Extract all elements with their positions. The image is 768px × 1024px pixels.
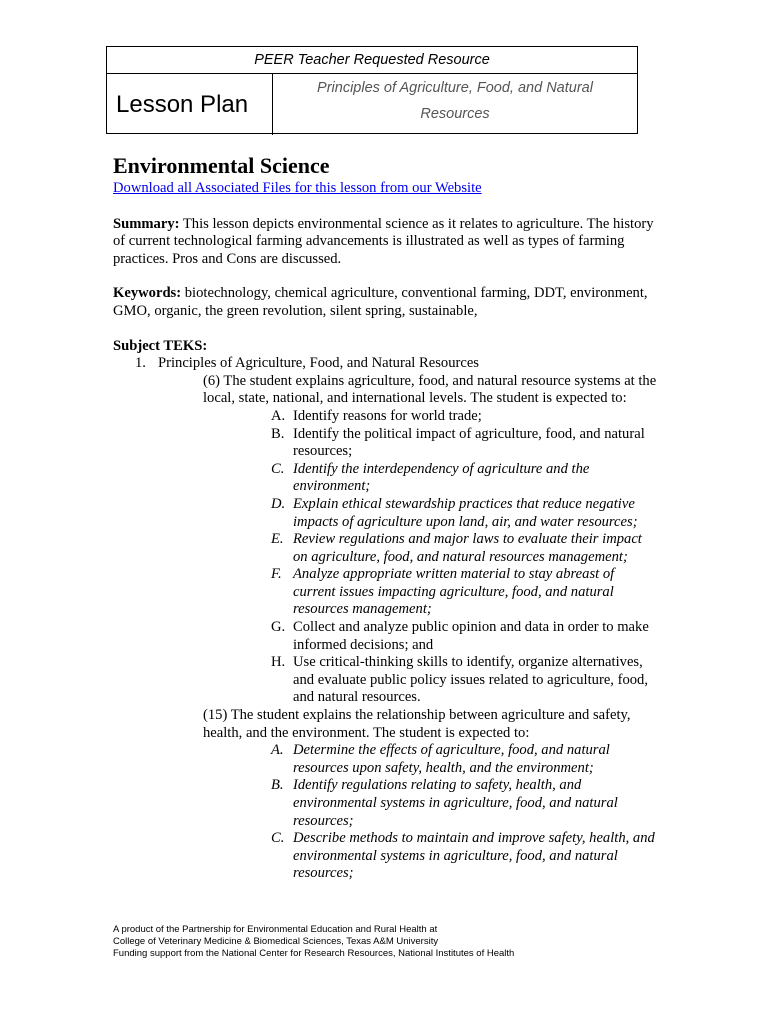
list-item <box>271 426 658 461</box>
teks-course-name: Principles of Agriculture, Food, and Natural Resources <box>158 355 479 372</box>
list-item-letter: D. <box>271 495 286 512</box>
list-item-letter: C. <box>271 460 285 477</box>
summary-text: This lesson depicts environmental science as it relates to agriculture. The history of current technological farming advancements is illustrated as well as types of farming practices. Pros and Cons are discussed. <box>113 215 654 267</box>
list-item-text: Use critical-thinking skills to identify, organize alternatives, and evaluate public policy issues related to agriculture, food, and natural resources. <box>293 654 648 706</box>
list-item-letter: F. <box>271 566 282 583</box>
list-item <box>271 566 658 619</box>
page-footer <box>113 924 514 959</box>
footer-line-1: A product of the Partnership for Environmental Education and Rural Health at <box>113 924 438 935</box>
teks-course-number: 1. <box>135 355 146 372</box>
document-body <box>113 152 658 883</box>
list-item <box>271 531 658 566</box>
list-item-text: Identify the interdependency of agriculture and the environment; <box>293 460 590 495</box>
footer-line-3: Funding support from the National Center for Research Resources, National Institutes of Health <box>113 947 515 959</box>
header-course-line-1: Principles of Agriculture, Food, and Natural <box>317 80 593 96</box>
list-item-text: Identify reasons for world trade; <box>293 407 482 424</box>
list-item-text: Describe methods to maintain and improve safety, health, and environmental systems in agriculture, food, and natural resources; <box>293 830 655 882</box>
list-item-text: Identify regulations relating to safety, health, and environmental systems in agriculture, food, and natural resources; <box>293 777 618 829</box>
summary-label: Summary: <box>113 215 180 232</box>
standard-15-list <box>113 742 658 883</box>
list-item <box>271 777 658 830</box>
keywords-paragraph <box>113 285 658 320</box>
header-row <box>107 74 637 135</box>
subject-teks-heading: Subject TEKS: <box>113 337 208 354</box>
list-item-letter: H. <box>271 654 286 671</box>
list-item-text: Identify the political impact of agriculture, food, and natural resources; <box>293 425 645 460</box>
list-item-text: Review regulations and major laws to evaluate their impact on agriculture, food, and natural resources management; <box>293 531 642 565</box>
list-item <box>271 654 658 707</box>
standard-6-list <box>113 408 658 707</box>
teks-course-item <box>113 355 658 373</box>
list-item-text: Collect and analyze public opinion and data in order to make informed decisions; and <box>293 619 649 653</box>
list-item-letter: B. <box>271 425 285 442</box>
list-item-letter: E. <box>271 531 284 548</box>
list-item <box>271 496 658 531</box>
lesson-title: Environmental Science <box>113 153 330 178</box>
list-item <box>271 619 658 654</box>
list-item-text: Determine the effects of agriculture, food, and natural resources upon safety, health, and the environment; <box>293 742 610 776</box>
list-item-letter: G. <box>271 619 286 636</box>
keywords-text: biotechnology, chemical agriculture, conventional farming, DDT, environment, GMO, organic, the green revolution, silent spring, sustainable, <box>113 285 648 319</box>
download-files-link[interactable]: Download all Associated Files for this lesson from our Website <box>113 180 482 196</box>
summary-paragraph <box>113 216 658 269</box>
list-item-text: Explain ethical stewardship practices that reduce negative impacts of agriculture upon land, air, and water resources; <box>293 495 638 530</box>
resource-header-table <box>106 46 638 134</box>
list-item <box>271 830 658 883</box>
list-item-letter: A. <box>271 407 286 424</box>
footer-line-2: College of Veterinary Medicine & Biomedical Sciences, Texas A&M University <box>113 935 439 947</box>
header-course-line-2: Resources <box>420 106 490 122</box>
keywords-label: Keywords: <box>113 285 182 302</box>
standard-6-statement: (6) The student explains agriculture, food, and natural resource systems at the local, state, national, and international levels. The student is expected to: <box>203 372 657 407</box>
header-lesson-plan-label: Lesson Plan <box>107 74 273 135</box>
list-item-letter: C. <box>271 830 285 847</box>
list-item-text: Analyze appropriate written material to stay abreast of current issues impacting agriculture, food, and natural resources management; <box>293 566 615 618</box>
header-course-name <box>273 74 637 135</box>
list-item <box>271 408 658 426</box>
header-resource-label: PEER Teacher Requested Resource <box>107 47 637 74</box>
list-item-letter: A. <box>271 742 284 759</box>
standard-15-statement: (15) The student explains the relationship between agriculture and safety, health, and the environment. The student is expected to: <box>203 707 631 741</box>
list-item-letter: B. <box>271 777 284 794</box>
list-item <box>271 461 658 496</box>
list-item <box>271 742 658 777</box>
